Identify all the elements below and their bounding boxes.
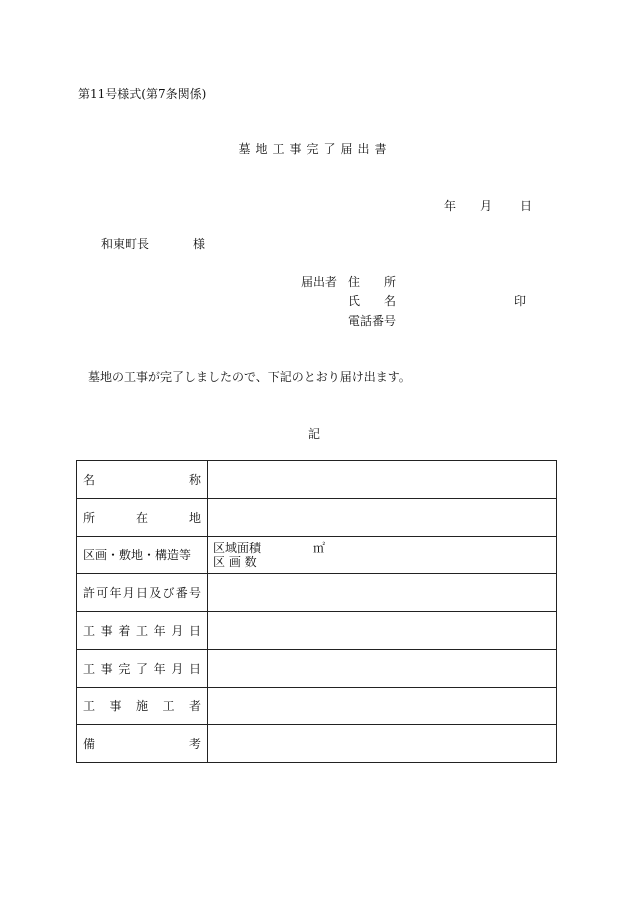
date-month-label: 月 (480, 199, 493, 213)
row-label: 備考 (83, 737, 201, 752)
value-cell-completion-date[interactable] (208, 649, 557, 687)
value-cell-contractor[interactable] (208, 687, 557, 725)
row-label: 工事施工者 (83, 699, 201, 714)
body-text: 墓地の工事が完了しましたので、下記のとおり届け出ます。 (88, 370, 411, 384)
value-cell-structure[interactable] (208, 536, 557, 574)
date-day-label: 日 (520, 199, 533, 213)
label-cell-start-date (77, 612, 208, 650)
label-cell-contractor (77, 687, 208, 725)
date-year-label: 年 (444, 199, 457, 213)
label-cell-remarks (77, 725, 208, 763)
row-label: 区画・敷地・構造等 (83, 548, 192, 563)
document-title: 墓地工事完了届出書 (238, 142, 392, 156)
value-cell-location[interactable] (208, 498, 557, 536)
date-line (444, 197, 532, 214)
form-number: 第11号様式(第7条関係) (78, 87, 207, 101)
value-cell-name[interactable] (208, 461, 557, 499)
applicant-label: 届出者 (301, 275, 338, 289)
applicant-name-label: 氏 名 (348, 294, 397, 308)
row-label: 許可年月日及び番号 (83, 586, 201, 601)
label-cell-structure (77, 536, 208, 574)
table-row (77, 574, 557, 612)
applicant-phone-label: 電話番号 (348, 314, 397, 328)
row-label: 工事完了年月日 (83, 661, 201, 676)
table-row (77, 461, 557, 499)
addressee-name: 和東町長 (101, 237, 150, 251)
value-cell-remarks[interactable] (208, 725, 557, 763)
addressee-honorific: 様 (193, 237, 206, 251)
plot-count-label: 区 画 数 (213, 554, 257, 569)
value-cell-start-date[interactable] (208, 612, 557, 650)
detail-table (76, 460, 557, 763)
applicant-phone-row (348, 312, 408, 329)
label-cell-name (77, 461, 208, 499)
label-cell-location (77, 498, 208, 536)
area-label: 区域面積 (213, 540, 262, 555)
row-label: 所在地 (83, 510, 201, 525)
table-row (77, 687, 557, 725)
row-label: 工事着工年月日 (83, 623, 201, 638)
applicant-address-label: 住 所 (348, 275, 397, 289)
area-unit: ㎡ (313, 540, 326, 555)
table-row (77, 725, 557, 763)
table-row (77, 536, 557, 574)
value-cell-permit[interactable] (208, 574, 557, 612)
addressee (101, 235, 205, 252)
label-cell-permit (77, 574, 208, 612)
area-line (208, 541, 556, 555)
table-row (77, 612, 557, 650)
plot-count-line (208, 555, 556, 569)
applicant-address-row (348, 273, 408, 290)
table-row (77, 649, 557, 687)
ki-heading: 記 (308, 427, 321, 441)
seal-mark: 印 (514, 294, 527, 308)
table-row (77, 498, 557, 536)
row-label: 名称 (83, 472, 201, 487)
label-cell-completion-date (77, 649, 208, 687)
applicant-name-row (348, 292, 408, 309)
